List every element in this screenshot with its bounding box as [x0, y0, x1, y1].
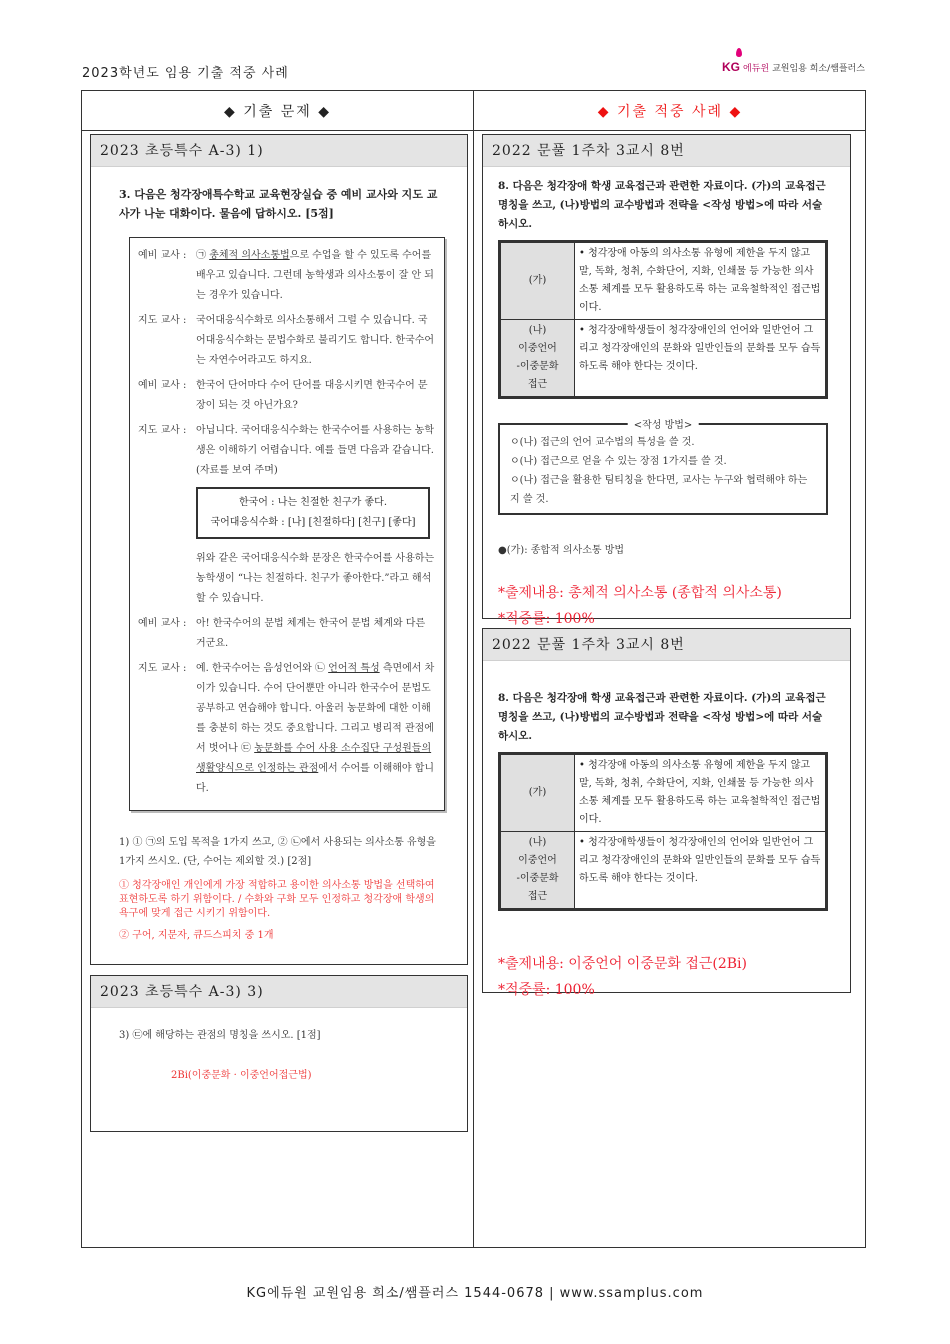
flame-icon [736, 48, 742, 57]
exam-question-box-1 [90, 134, 468, 965]
brand-logo [722, 50, 865, 74]
logo-edu: 에듀윈 [743, 64, 770, 74]
answer-3: 2Bi(이중문화 · 이중언어접근법) [171, 1070, 312, 1081]
answer-1: ① 청각장애인 개인에게 가장 적합하고 용이한 의사소통 방법을 선택하여 표현하도록 하기 위함이다. / 수화와 구화 모두 인정하고 청각장애 학생의 욕구에 맞게 접근 시키기 위함이다. [119, 880, 435, 919]
page-header-title: 2023학년도 임용 기출 적중 사례 [82, 66, 289, 81]
exam-question-box-2 [90, 975, 468, 1132]
row-ga-text: • 청각장애 아동의 의사소통 유형에 제한을 두지 않고 말, 독화, 청취, 수화단어, 지화, 인쇄물 등 가능한 의사소통 체계를 모두 활용하도록 하는 교육철학적인 접근법이다. [575, 243, 826, 320]
method-title: <작성 방법> [628, 416, 699, 435]
sub-question-1: 1) ① ㉠의 도입 목적을 1가지 쓰고, ② ㉡에서 사용되는 의사소통 유형을 1가지 쓰시오. (단, 수어는 제외할 것.) [2점] [119, 837, 436, 867]
logo-sub: 교원임용 희소/쌤플러스 [772, 64, 865, 74]
hit-case-box-2 [482, 628, 851, 998]
column-divider [473, 91, 474, 1247]
hit-rate-1: *적중률: 100% [498, 611, 595, 627]
dialog-box [129, 237, 445, 811]
exam-question-text: 3. 다음은 청각장애특수학교 교육현장실습 중 예비 교사와 지도 교사가 나눈 대화이다. 물음에 답하시오. [5점] [119, 188, 438, 220]
row-ga-text: • 청각장애 아동의 의사소통 유형에 제한을 두지 않고 말, 독화, 청취, 수화단어, 지화, 인쇄물 등 가능한 의사소통 체계를 모두 활용하도록 하는 교육철학적인 접근법이다. [575, 755, 826, 832]
method-item-1: ㅇ(나) 접근의 언어 교수법의 특성을 쓸 것. [510, 437, 695, 448]
exam-box-2-title: 2023 초등특수 A-3) 3) [91, 976, 467, 1008]
hit-result-content-1: *출제내용: 총체적 의사소통 (종합적 의사소통) [498, 585, 782, 601]
hit-question-text-1: 8. 다음은 청각장애 학생 교육접근과 관련한 자료이다. (가)의 교육접근 명칭을 쓰고, (나)방법의 교수방법과 전략을 <작성 방법>에 따라 서술하시오. [498, 180, 826, 230]
dialog-line-3: 예비 교사 : 한국어 단어마다 수어 단어를 대응시키면 한국수어 문장이 되는 것 아닌가요? [138, 380, 428, 411]
exam-box-1-title: 2023 초등특수 A-3) 1) [91, 135, 467, 167]
method-box [498, 420, 828, 515]
hit-question-text-2: 8. 다음은 청각장애 학생 교육접근과 관련한 자료이다. (가)의 교육접근 명칭을 쓰고, (나)방법의 교수방법과 전략을 <작성 방법>에 따라 서술하시오. [498, 692, 826, 742]
row-na-text: • 청각장애학생들이 청각장애인의 언어와 일반언어 그리고 청각장애인의 문화와 일반인들의 문화를 모두 습득하도록 해야 한다는 것이다. [575, 320, 826, 397]
right-column-heading: ◆ 기출 적중 사례 ◆ [597, 103, 743, 120]
comparison-table [81, 90, 866, 1248]
dialog-line-1: 예비 교사 : ㉠ 총체적 의사소통법으로 수업을 할 수 있도록 수어를 배우고 있습니다. 그런데 농학생과 의사소통이 잘 안 되는 경우가 있습니다. [138, 250, 434, 301]
row-ga-label: (가) [501, 755, 575, 832]
page-footer: KG에듀원 교원임용 희소/쌤플러스 1544-0678 | www.ssamplus.com [246, 1286, 704, 1301]
sub-question-3: 3) ㉢에 해당하는 관점의 명칭을 쓰시오. [1점] [119, 1030, 321, 1041]
logo-kg: KG [722, 60, 740, 74]
hit-box-1-title: 2022 문풀 1주차 3교시 8번 [483, 135, 850, 167]
dialog-after-example: 위와 같은 국어대응식수화 문장은 한국수어를 사용하는 농학생이 “나는 친절하다. 친구가 좋아한다.”라고 해석할 수 있습니다. [196, 553, 435, 604]
hit-box-2-title: 2022 문풀 1주차 3교시 8번 [483, 629, 850, 661]
answer-2: ② 구어, 지문자, 큐드스피치 중 1개 [119, 930, 274, 941]
dialog-line-4: 지도 교사 : 아닙니다. 국어대응식수화는 한국수어를 사용하는 농학생은 이해하기 어렵습니다. 예를 들면 다음과 같습니다. (자료를 보여 주며) [138, 425, 435, 476]
dialog-line-5: 예비 교사 : 아! 한국수어의 문법 체계는 한국어 문법 체계와 다른 거군요. [138, 618, 426, 649]
row-na-label: (나) 이중언어 -이중문화 접근 [501, 832, 575, 909]
hit-rate-2: *적중률: 100% [498, 982, 595, 998]
note-ga: ●(가): 종합적 의사소통 방법 [498, 545, 625, 556]
row-na-label: (나) 이중언어 -이중문화 접근 [501, 320, 575, 397]
example-box: 한국어 : 나는 친절한 친구가 좋다. 국어대응식수화 : [나] [친절하다] [친구] [좋다] [196, 487, 430, 539]
hit-case-box-1 [482, 134, 851, 627]
approach-table-2 [498, 752, 828, 911]
method-item-3: ㅇ(나) 접근을 활용한 팀티칭을 한다면, 교사는 누구와 협력해야 하는지 쓸 것. [510, 475, 808, 505]
method-item-2: ㅇ(나) 접근으로 얻을 수 있는 장점 1가지를 쓸 것. [510, 456, 727, 467]
dialog-line-2: 지도 교사 : 국어대응식수화로 의사소통해서 그럴 수 있습니다. 국어대응식수화는 문법수화로 불리기도 합니다. 한국수어는 자연수어라고도 하지요. [138, 315, 435, 366]
hit-result-content-2: *출제내용: 이중언어 이중문화 접근(2Bi) [498, 956, 747, 972]
row-ga-label: (가) [501, 243, 575, 320]
row-na-text: • 청각장애학생들이 청각장애인의 언어와 일반언어 그리고 청각장애인의 문화와 일반인들의 문화를 모두 습득하도록 해야 한다는 것이다. [575, 832, 826, 909]
approach-table-1 [498, 240, 828, 399]
left-column-heading: ◆ 기출 문제 ◆ [224, 103, 331, 120]
dialog-line-6: 지도 교사 : 예. 한국수어는 음성언어와 ㉡ 언어적 특성 측면에서 차이가 있습니다. 수어 단어뿐만 아니라 한국수어 문법도 공부하고 연습해야 합니다. 아울러 농문화에 대한 이해를 충분히 하는 것도 중요합니다. 그리고 병리적 관점에서 벗어나 ㉢ 농문화를 수어 사용 소수집단 구성원들의 생활양식으로 인정하는 관점에서 수어를 이해해야 합니다. [138, 663, 435, 794]
header-divider [82, 130, 865, 131]
